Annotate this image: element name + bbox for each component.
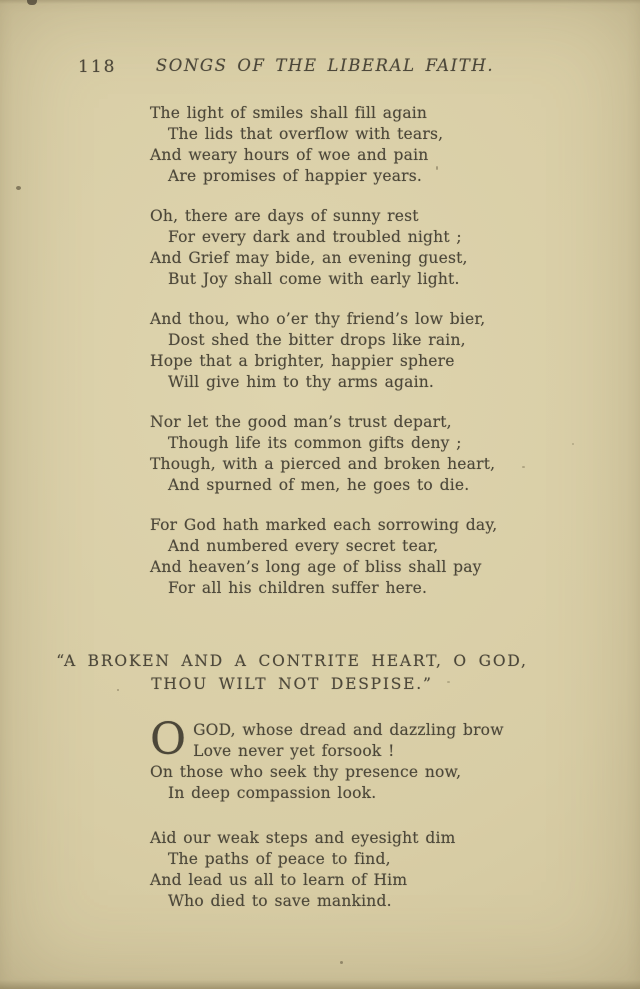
poem-line: Love never yet forsook !	[193, 742, 395, 760]
poem-line: Nor let the good man’s trust depart,	[150, 413, 452, 431]
poem-line: For every dark and troubled night ;	[168, 228, 462, 246]
poem-line: And heaven’s long age of bliss shall pay	[150, 558, 482, 576]
poem-line: Will give him to thy arms again.	[168, 373, 435, 391]
poem-line: And weary hours of woe and pain	[150, 146, 429, 164]
poem-line: In deep compassion look.	[168, 784, 377, 802]
poem-line: And spurned of men, he goes to die.	[168, 476, 470, 494]
poem-line: The lids that overflow with tears,	[168, 125, 444, 143]
poem-line: And Grief may bide, an evening guest,	[150, 249, 468, 267]
paper-speck	[436, 166, 438, 170]
poem-line: For all his children suffer here.	[168, 579, 428, 597]
stanza	[150, 828, 461, 912]
poem-line: Aid our weak steps and eyesight dim	[150, 829, 456, 847]
poem-line: Though life its common gifts deny ;	[168, 434, 462, 452]
poem-continuation	[150, 103, 497, 618]
poem-line: For God hath marked each sorrowing day,	[150, 516, 498, 534]
paper-speck	[340, 961, 343, 964]
paper-speck	[27, 0, 37, 5]
hymn-title-line: THOU WILT NOT DESPISE.”	[151, 675, 433, 693]
poem-line: And thou, who o’er thy friend’s low bier,	[150, 310, 486, 328]
paper-speck	[447, 681, 450, 683]
stanza	[150, 206, 497, 290]
stanza	[150, 515, 497, 599]
paper-speck	[117, 689, 119, 691]
poem-line: The paths of peace to find,	[168, 850, 391, 868]
poem-line: Who died to save mankind.	[168, 892, 392, 910]
poem-line: On those who seek thy presence now,	[150, 763, 462, 781]
stanza	[150, 412, 497, 496]
running-header-title: SONGS OF THE LIBERAL FAITH.	[155, 56, 495, 75]
poem-line: Dost shed the bitter drops like rain,	[168, 331, 466, 349]
stanza	[150, 714, 504, 804]
paper-speck	[16, 186, 21, 190]
running-head	[0, 56, 640, 82]
page-number: 118	[78, 57, 117, 77]
paper-speck	[572, 443, 574, 445]
poem-line: But Joy shall come with early light.	[168, 270, 460, 288]
stanza	[150, 309, 497, 393]
poem-line: And numbered every secret tear,	[168, 537, 439, 555]
poem-line: The light of smiles shall fill again	[150, 104, 428, 122]
stanza	[150, 103, 497, 187]
poem-line: And lead us all to learn of Him	[150, 871, 408, 889]
poem-line: GOD, whose dread and dazzling brow	[193, 721, 504, 739]
paper-speck	[522, 466, 525, 468]
poem-line: Oh, there are days of sunny rest	[150, 207, 419, 225]
hymn-title	[0, 650, 612, 696]
poem-line: Though, with a pierced and broken heart,	[150, 455, 496, 473]
hymn-body	[150, 714, 504, 931]
hymn-title-line: “A BROKEN AND A CONTRITE HEART, O GOD,	[56, 652, 528, 670]
poem-line: Are promises of happier years.	[168, 167, 423, 185]
drop-cap: O	[150, 714, 187, 765]
poem-line: Hope that a brighter, happier sphere	[150, 352, 455, 370]
